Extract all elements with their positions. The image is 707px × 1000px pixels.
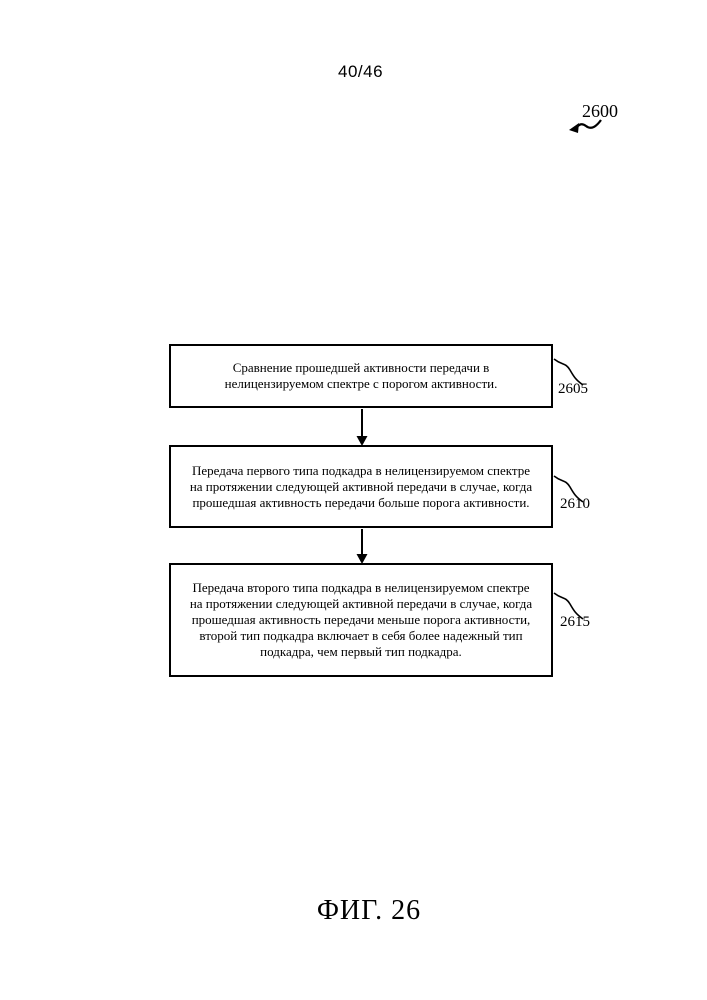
flow-step-text: Передача первого типа подкадра в нелицензируемом спектре на протяжении следующей активной передачи в случае, когда прошедшая активность передачи больше порога активности. [189, 462, 533, 510]
sheet-number: 40/46 [338, 62, 384, 81]
flow-step-text: Передача второго типа подкадра в нелицензируемом спектре на протяжении следующей активной передачи в случае, когда прошедшая активность передачи меньше порога активности, второй тип подкадра включает в себя более надежный тип подкадра, чем первый тип подкадра. [189, 580, 533, 659]
flow-step-box-2610 [169, 445, 553, 528]
figure-caption: ФИГ. 26 [316, 895, 422, 926]
ref-label-2610: 2610 [560, 496, 590, 512]
ref-label-2605: 2605 [558, 381, 588, 397]
flow-arrow-2-icon [357, 529, 368, 564]
diagram-reference-2600: 2600 [582, 101, 618, 121]
ref-label-2615: 2615 [560, 614, 590, 630]
flow-arrow-1-icon [357, 409, 368, 446]
flow-step-text: Сравнение прошедшей активности передачи в нелицензируемом спектре с порогом активности. [224, 360, 498, 391]
flow-step-box-2615 [169, 563, 553, 677]
flow-step-box-2605 [169, 344, 553, 408]
